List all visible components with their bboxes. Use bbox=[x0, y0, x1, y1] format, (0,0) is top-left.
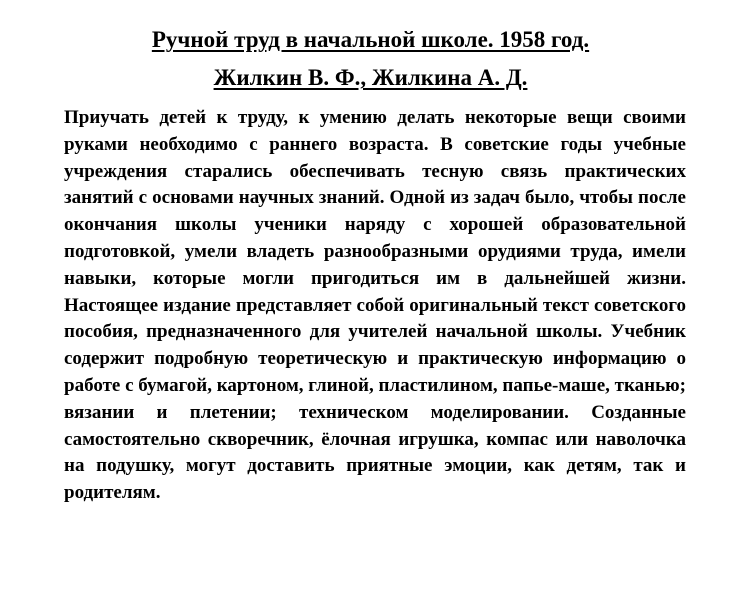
document-title bbox=[0, 27, 741, 53]
document-authors-text: Жилкин В. Ф., Жилкина А. Д. bbox=[213, 65, 528, 90]
document-title-text: Ручной труд в начальной школе. 1958 год. bbox=[151, 27, 590, 52]
document-authors bbox=[0, 65, 741, 91]
document-body: Приучать детей к труду, к умению делать некоторые вещи своими руками необходимо с раннего возраста. В советские годы учебные учреждения старались обеспечивать тесную связь практических занятий с основами научных знаний. Одной из задач было, чтобы после окончания школы ученики наряду с хорошей образовательной подготовкой, умели владеть разнообразными орудиями труда, имели навыки, которые могли пригодиться им в дальнейшей жизни. Настоящее издание представляет собой оригинальный текст советского пособия, предназначенного для учителей начальной школы. Учебник содержит подробную теоретическую и практическую информацию о работе с бумагой, картоном, глиной, пластилином, папье-маше, тканью; вязании и плетении; техническом моделировании. Созданные самостоятельно скворечник, ёлочная игрушка, компас или наволочка на подушку, могут доставить приятные эмоции, как детям, так и родителям. bbox=[64, 107, 686, 504]
